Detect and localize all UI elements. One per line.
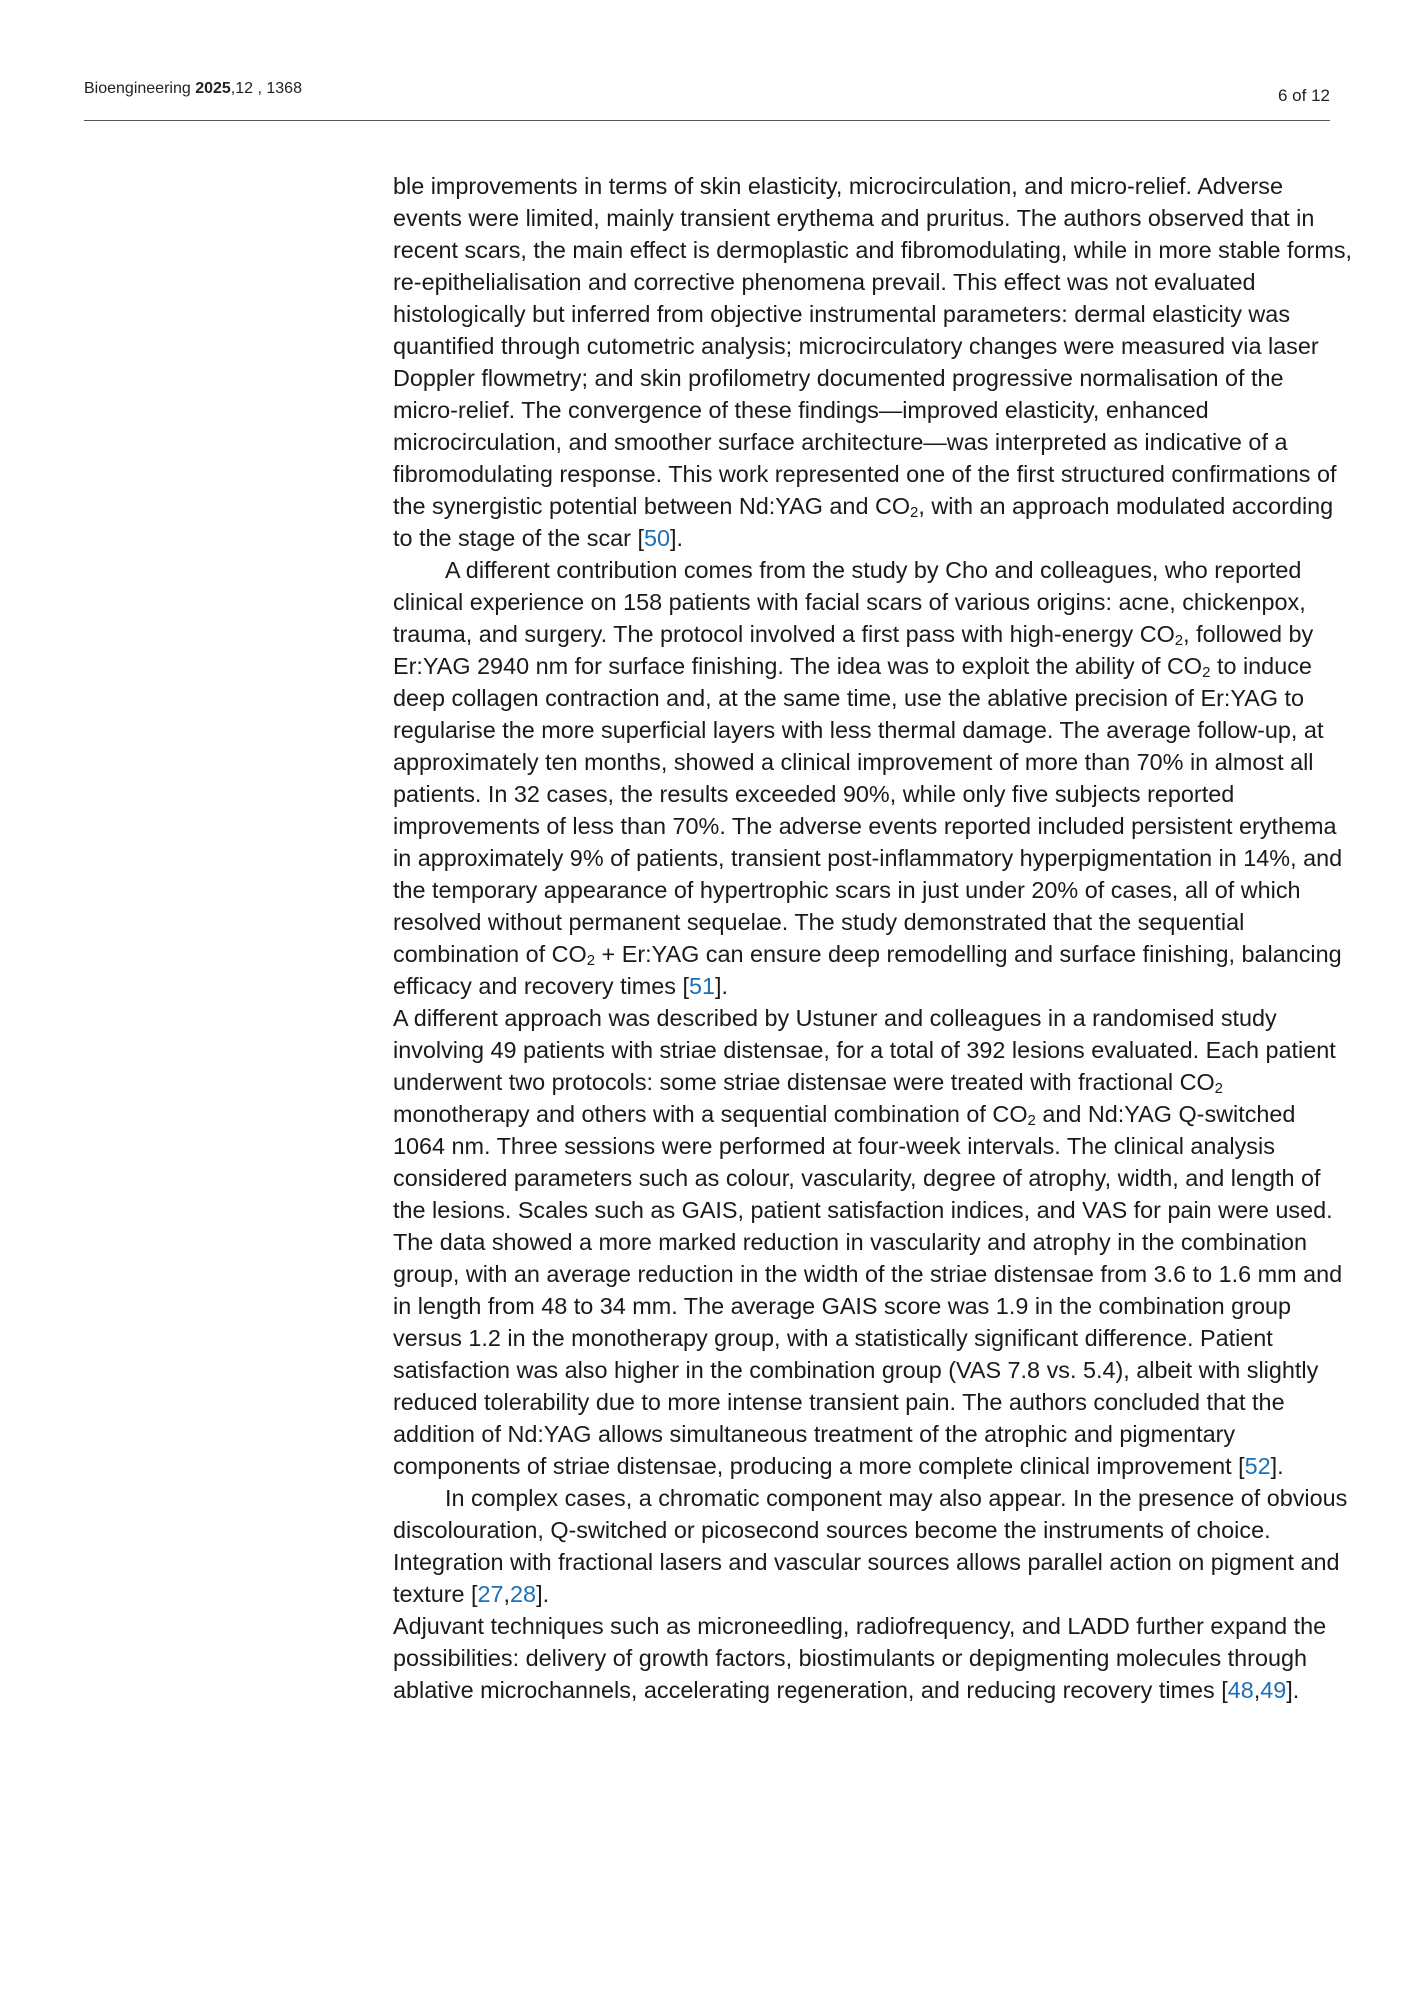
text-run: A different contribution comes from the study by Cho and colleagues, who reported clinical experience on 158 patients with facial scars of various origins: acne, chickenpox, trauma, and surgery. The protocol involved a first pass with high-energy CO [393,557,1306,647]
subscript: 2 [1174,632,1184,649]
text-run: , [503,1581,511,1607]
citation-link[interactable]: 51 [688,973,716,999]
subscript: 2 [910,504,919,521]
citation-link[interactable]: 49 [1260,1677,1287,1703]
text-run: In complex cases, a chromatic component may also appear. In the presence of obvious discolouration, Q-switched or picosecond sources become the instruments of choice. Integration with fractional lasers and vascular sources allows parallel action on pigment and texture [ [393,1485,1348,1607]
citation-link[interactable]: 50 [643,525,670,551]
page-number: 6 of 12 [1278,86,1330,105]
text-run: ble improvements in terms of skin elasticity, microcirculation, and micro-relief. Adverse events were limited, mainly transient erythema and pruritus. The authors observed that in recent scars, the main effect is dermoplastic and fibromodulating, while in more stable forms, re-epithelialisation and corrective phenomena prevail. This effect was not evaluated histologically but inferred from objective instrumental parameters: dermal elasticity was quantified through cutometric analysis; microcirculatory changes were measured via laser Doppler flowmetry; and skin profilometry documented progressive normalisation of the micro-relief. The convergence of these findings—improved elasticity, enhanced microcirculation, and smoother surface architecture—was interpreted as indicative of a fibromodulating response. This work represented one of the first structured confirmations of the synergistic potential between Nd:YAG and CO [393,173,1353,519]
paragraph-continuation [393,170,1353,554]
text-run: ]. [669,525,683,551]
article-body [393,170,1353,1706]
text-run: ]. [536,1581,550,1607]
text-run: monotherapy and others with a sequential combination of CO [393,1101,1028,1127]
text-run: , with an approach modulated according to the stage of the scar [ [393,493,1334,551]
journal-volume-issue: ,12 , 1368 [230,80,302,97]
citation-link[interactable]: 52 [1244,1453,1271,1479]
journal-year: 2025 [195,80,231,97]
page-header [84,80,1330,121]
text-run: ]. [715,973,729,999]
journal-name: Bioengineering [84,80,191,97]
text-run: to induce deep collagen contraction and, at the same time, use the ablative precision of Er:YAG to regularise the more superficial layers with less thermal damage. The average follow-up, at approximately ten months, showed a clinical improvement of more than 70% in almost all patients. In 32 cases, the results exceeded 90%, while only five subjects reported improvements of less than 70%. The adverse events reported included persistent erythema in approximately 9% of patients, transient post-inflammatory hyperpigmentation in 14%, and the temporary appearance of hypertrophic scars in just under 20% of cases, all of which resolved without permanent sequelae. The study demonstrated that the sequential combination of CO [393,653,1343,967]
paragraph-ustuner-study [393,1002,1353,1482]
paragraph-adjuvant-techniques [393,1610,1353,1706]
citation-link[interactable]: 28 [510,1581,537,1607]
text-run: ]. [1286,1677,1300,1703]
text-run: , followed by Er:YAG 2940 nm for surface finishing. The idea was to exploit the ability of CO [393,621,1314,679]
text-run: A different approach was described by Ustuner and colleagues in a randomised study involving 49 patients with striae distensae, for a total of 392 lesions evaluated. Each patient underwent two protocols: some striae distensae were treated with fractional CO [393,1005,1336,1095]
subscript: 2 [1202,664,1211,681]
subscript: 2 [586,952,596,969]
paragraph-chromatic-component [393,1482,1353,1610]
journal-citation [84,80,302,98]
text-run: , [1253,1677,1261,1703]
citation-link[interactable]: 27 [477,1581,504,1607]
text-run: Adjuvant techniques such as microneedling, radiofrequency, and LADD further expand the possibilities: delivery of growth factors, biostimulants or depigmenting molecules through ablative microchannels, accelerating regeneration, and reducing recovery times [ [393,1613,1327,1703]
paragraph-cho-study [393,554,1353,1002]
subscript: 2 [1214,1080,1224,1097]
subscript: 2 [1027,1112,1036,1129]
citation-link[interactable]: 48 [1227,1677,1254,1703]
text-run: and Nd:YAG Q-switched 1064 nm. Three sessions were performed at four-week intervals. The clinical analysis considered parameters such as colour, vascularity, degree of atrophy, width, and length of the lesions. Scales such as GAIS, patient satisfaction indices, and VAS for pain were used. The data showed a more marked reduction in vascularity and atrophy in the combination group, with an average reduction in the width of the striae distensae from 3.6 to 1.6 mm and in length from 48 to 34 mm. The average GAIS score was 1.9 in the combination group versus 1.2 in the monotherapy group, with a statistically significant difference. Patient satisfaction was also higher in the combination group (VAS 7.8 vs. 5.4), albeit with slightly reduced tolerability due to more intense transient pain. The authors concluded that the addition of Nd:YAG allows simultaneous treatment of the atrophic and pigmentary components of striae distensae, producing a more complete clinical improvement [ [393,1101,1343,1479]
text-run: + Er:YAG can ensure deep remodelling and surface finishing, balancing efficacy and recovery times [ [393,941,1342,999]
text-run: ]. [1270,1453,1284,1479]
